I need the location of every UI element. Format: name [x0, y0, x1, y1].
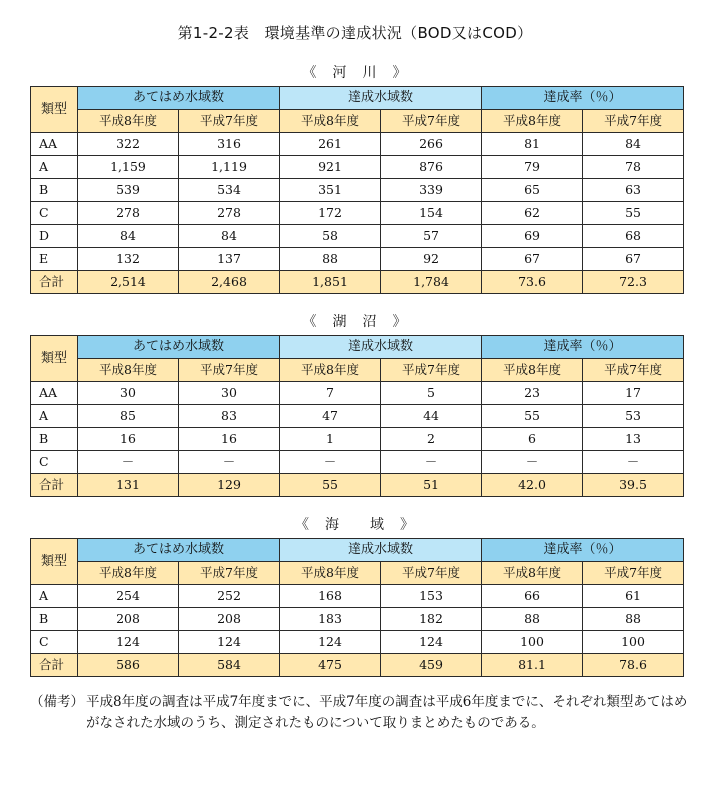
table-row — [31, 608, 684, 631]
achieved-h7-cell: 153 — [381, 585, 482, 608]
year-header: 平成8年度 — [78, 359, 179, 382]
year-header: 平成7年度 — [179, 110, 280, 133]
table-row — [31, 248, 684, 271]
assigned-h7-cell: 84 — [179, 225, 280, 248]
table-row — [31, 133, 684, 156]
rate-h8-cell: 23 — [482, 382, 583, 405]
table-row — [31, 405, 684, 428]
rate-h8-cell: 73.6 — [482, 271, 583, 294]
table-row — [31, 585, 684, 608]
assigned-h8-cell: 132 — [78, 248, 179, 271]
type-cell: AA — [31, 133, 78, 156]
achieved-h7-cell: 51 — [381, 474, 482, 497]
assigned-h8-cell: 278 — [78, 202, 179, 225]
rate-h7-cell: 68 — [583, 225, 684, 248]
rate-h7-cell: 17 — [583, 382, 684, 405]
year-header: 平成7年度 — [381, 110, 482, 133]
rate-h7-cell: 13 — [583, 428, 684, 451]
table-row — [31, 631, 684, 654]
assigned-h7-cell: 252 — [179, 585, 280, 608]
assigned-h7-cell: 129 — [179, 474, 280, 497]
year-header: 平成8年度 — [280, 110, 381, 133]
achievement-table — [30, 335, 684, 497]
rate-h8-cell: 67 — [482, 248, 583, 271]
type-cell: E — [31, 248, 78, 271]
group-header: あてはめ水域数 — [78, 539, 280, 562]
table-row — [31, 451, 684, 474]
group-header: 達成水域数 — [280, 336, 482, 359]
total-row — [31, 474, 684, 497]
note-label: （備考） — [30, 694, 84, 710]
section-title: 《 海 域 》 — [295, 517, 415, 533]
achieved-h8-cell: 351 — [280, 179, 381, 202]
note-text: 平成8年度の調査は平成7年度までに、平成7年度の調査は平成6年度までに、それぞれ類型あてはめがなされた水域のうち、測定されたものについて取りまとめたものである。 — [86, 694, 688, 731]
achieved-h7-cell: 876 — [381, 156, 482, 179]
assigned-h7-cell: 278 — [179, 202, 280, 225]
year-header: 平成7年度 — [381, 359, 482, 382]
assigned-h7-cell: 316 — [179, 133, 280, 156]
assigned-h8-cell: 254 — [78, 585, 179, 608]
assigned-h8-cell: 2,514 — [78, 271, 179, 294]
type-header: 類型 — [31, 336, 78, 382]
type-cell: C — [31, 451, 78, 474]
assigned-h8-cell: 1,159 — [78, 156, 179, 179]
assigned-h8-cell: 124 — [78, 631, 179, 654]
assigned-h8-cell: － — [78, 451, 179, 474]
year-header: 平成8年度 — [482, 562, 583, 585]
year-header: 平成8年度 — [78, 562, 179, 585]
assigned-h7-cell: 1,119 — [179, 156, 280, 179]
assigned-h8-cell: 539 — [78, 179, 179, 202]
year-header: 平成7年度 — [583, 562, 684, 585]
subheader-row — [31, 359, 684, 382]
achieved-h8-cell: 172 — [280, 202, 381, 225]
rate-h8-cell: － — [482, 451, 583, 474]
year-header: 平成7年度 — [381, 562, 482, 585]
assigned-h7-cell: 584 — [179, 654, 280, 677]
type-cell: 合計 — [31, 654, 78, 677]
type-cell: C — [31, 631, 78, 654]
rate-h7-cell: 63 — [583, 179, 684, 202]
assigned-h8-cell: 322 — [78, 133, 179, 156]
rate-h7-cell: 88 — [583, 608, 684, 631]
assigned-h7-cell: － — [179, 451, 280, 474]
type-cell: 合計 — [31, 271, 78, 294]
table-row — [31, 202, 684, 225]
assigned-h8-cell: 208 — [78, 608, 179, 631]
rate-h7-cell: 72.3 — [583, 271, 684, 294]
achieved-h7-cell: 182 — [381, 608, 482, 631]
total-row — [31, 271, 684, 294]
type-cell: C — [31, 202, 78, 225]
achieved-h7-cell: 44 — [381, 405, 482, 428]
table-row — [31, 179, 684, 202]
rate-h7-cell: 39.5 — [583, 474, 684, 497]
assigned-h8-cell: 85 — [78, 405, 179, 428]
subheader-row — [31, 110, 684, 133]
rate-h8-cell: 62 — [482, 202, 583, 225]
achieved-h8-cell: 475 — [280, 654, 381, 677]
assigned-h7-cell: 137 — [179, 248, 280, 271]
rate-h7-cell: 53 — [583, 405, 684, 428]
assigned-h8-cell: 84 — [78, 225, 179, 248]
type-cell: A — [31, 156, 78, 179]
assigned-h7-cell: 208 — [179, 608, 280, 631]
achieved-h8-cell: 261 — [280, 133, 381, 156]
achieved-h8-cell: 1,851 — [280, 271, 381, 294]
total-row — [31, 654, 684, 677]
group-header: 達成率（％） — [482, 336, 684, 359]
achieved-h7-cell: 339 — [381, 179, 482, 202]
rate-h8-cell: 79 — [482, 156, 583, 179]
year-header: 平成7年度 — [583, 359, 684, 382]
rate-h8-cell: 81.1 — [482, 654, 583, 677]
year-header: 平成7年度 — [179, 359, 280, 382]
rate-h7-cell: － — [583, 451, 684, 474]
table-row — [31, 428, 684, 451]
assigned-h7-cell: 124 — [179, 631, 280, 654]
rate-h7-cell: 61 — [583, 585, 684, 608]
group-header: 達成率（％） — [482, 539, 684, 562]
achieved-h8-cell: 168 — [280, 585, 381, 608]
table-row — [31, 156, 684, 179]
year-header: 平成8年度 — [482, 359, 583, 382]
achieved-h8-cell: － — [280, 451, 381, 474]
assigned-h7-cell: 30 — [179, 382, 280, 405]
assigned-h8-cell: 16 — [78, 428, 179, 451]
group-header: 達成水域数 — [280, 539, 482, 562]
achieved-h8-cell: 1 — [280, 428, 381, 451]
year-header: 平成7年度 — [179, 562, 280, 585]
achieved-h7-cell: 266 — [381, 133, 482, 156]
year-header: 平成7年度 — [583, 110, 684, 133]
achieved-h8-cell: 58 — [280, 225, 381, 248]
type-cell: D — [31, 225, 78, 248]
assigned-h8-cell: 586 — [78, 654, 179, 677]
rate-h8-cell: 55 — [482, 405, 583, 428]
type-cell: 合計 — [31, 474, 78, 497]
achieved-h7-cell: 57 — [381, 225, 482, 248]
table-row — [31, 225, 684, 248]
year-header: 平成8年度 — [280, 562, 381, 585]
rate-h7-cell: 84 — [583, 133, 684, 156]
achieved-h8-cell: 921 — [280, 156, 381, 179]
type-header: 類型 — [31, 87, 78, 133]
achieved-h8-cell: 55 — [280, 474, 381, 497]
achieved-h7-cell: 154 — [381, 202, 482, 225]
header-row — [31, 539, 684, 562]
rate-h8-cell: 100 — [482, 631, 583, 654]
section-title: 《 湖 沼 》 — [302, 314, 408, 330]
page-title: 第1-2-2表 環境基準の達成状況（BOD又はCOD） — [177, 24, 533, 42]
year-header: 平成8年度 — [78, 110, 179, 133]
type-cell: AA — [31, 382, 78, 405]
achieved-h8-cell: 88 — [280, 248, 381, 271]
achieved-h8-cell: 7 — [280, 382, 381, 405]
type-header: 類型 — [31, 539, 78, 585]
type-cell: B — [31, 608, 78, 631]
header-row — [31, 336, 684, 359]
rate-h8-cell: 69 — [482, 225, 583, 248]
achievement-table — [30, 538, 684, 677]
section-title: 《 河 川 》 — [302, 65, 408, 81]
achieved-h8-cell: 124 — [280, 631, 381, 654]
rate-h7-cell: 78.6 — [583, 654, 684, 677]
rate-h8-cell: 88 — [482, 608, 583, 631]
achieved-h8-cell: 183 — [280, 608, 381, 631]
achieved-h7-cell: 124 — [381, 631, 482, 654]
achieved-h7-cell: 92 — [381, 248, 482, 271]
achieved-h8-cell: 47 — [280, 405, 381, 428]
type-cell: A — [31, 585, 78, 608]
achieved-h7-cell: 459 — [381, 654, 482, 677]
group-header: あてはめ水域数 — [78, 87, 280, 110]
achieved-h7-cell: 1,784 — [381, 271, 482, 294]
assigned-h7-cell: 83 — [179, 405, 280, 428]
type-cell: B — [31, 428, 78, 451]
assigned-h7-cell: 2,468 — [179, 271, 280, 294]
group-header: あてはめ水域数 — [78, 336, 280, 359]
achieved-h7-cell: 5 — [381, 382, 482, 405]
rate-h8-cell: 65 — [482, 179, 583, 202]
type-cell: A — [31, 405, 78, 428]
achievement-table — [30, 86, 684, 294]
rate-h7-cell: 78 — [583, 156, 684, 179]
rate-h8-cell: 6 — [482, 428, 583, 451]
table-row — [31, 382, 684, 405]
rate-h8-cell: 42.0 — [482, 474, 583, 497]
rate-h8-cell: 81 — [482, 133, 583, 156]
assigned-h7-cell: 534 — [179, 179, 280, 202]
header-row — [31, 87, 684, 110]
subheader-row — [31, 562, 684, 585]
achieved-h7-cell: － — [381, 451, 482, 474]
rate-h7-cell: 55 — [583, 202, 684, 225]
assigned-h8-cell: 131 — [78, 474, 179, 497]
assigned-h8-cell: 30 — [78, 382, 179, 405]
rate-h7-cell: 100 — [583, 631, 684, 654]
year-header: 平成8年度 — [280, 359, 381, 382]
type-cell: B — [31, 179, 78, 202]
year-header: 平成8年度 — [482, 110, 583, 133]
rate-h7-cell: 67 — [583, 248, 684, 271]
group-header: 達成率（％） — [482, 87, 684, 110]
achieved-h7-cell: 2 — [381, 428, 482, 451]
assigned-h7-cell: 16 — [179, 428, 280, 451]
group-header: 達成水域数 — [280, 87, 482, 110]
rate-h8-cell: 66 — [482, 585, 583, 608]
note — [30, 692, 690, 734]
